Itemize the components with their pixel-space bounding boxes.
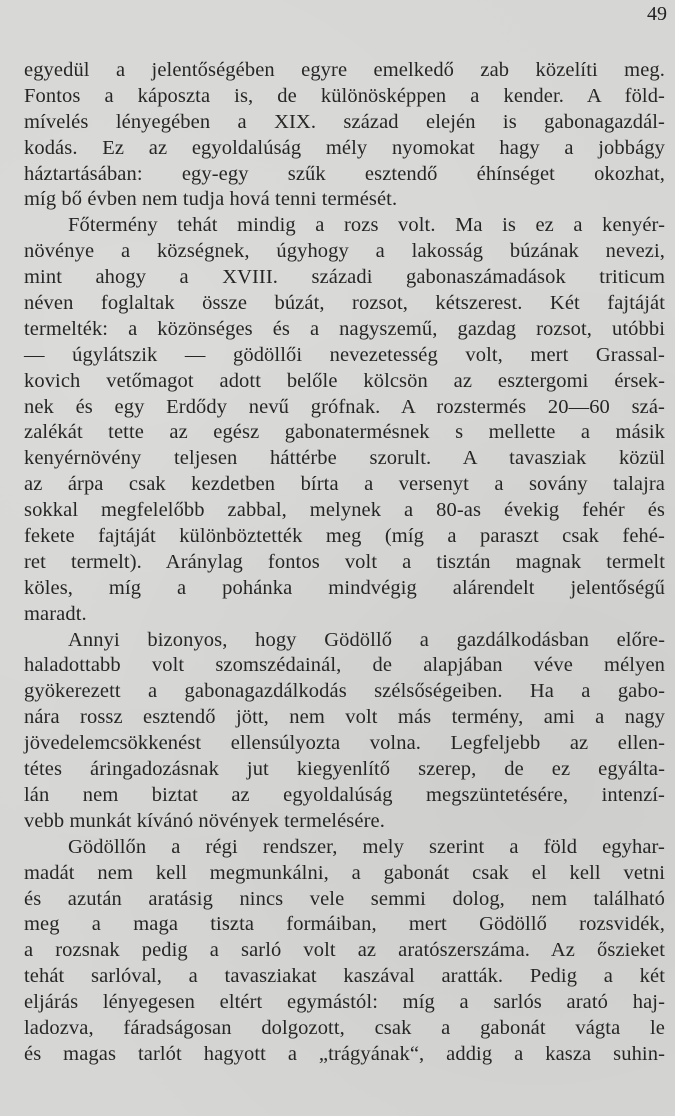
text-line: madát nem kell megmunkálni, a gabonát csak el kell vetni	[24, 861, 665, 884]
text-line: kodás. Ez az egyoldalúság mély nyomokat hagy a jobbágy	[24, 136, 665, 159]
text-line: a rozsnak pedig a sarló volt az aratószerszáma. Az őszieket	[24, 939, 665, 962]
text-line: jövedelemcsökkenést ellensúlyozta volna. Legfeljebb az ellen-	[24, 732, 665, 755]
text-line: Gödöllőn a régi rendszer, mely szerint a föld egyhar-	[68, 835, 665, 858]
text-line: mívelés lényegében a XIX. század elején is gabonagazdál-	[24, 110, 665, 133]
text-line: kovich vetőmagot adott belőle kölcsön az esztergomi érsek-	[24, 369, 665, 392]
text-line: egyedül a jelentőségében egyre emelkedő zab közelíti meg.	[24, 59, 665, 81]
text-line: maradt.	[24, 602, 87, 625]
text-line: haladottabb volt szomszédainál, de alapjában véve mélyen	[24, 654, 665, 677]
text-line: gyökerezett a gabonagazdálkodás szélsőségeiben. Ha a gabo-	[24, 680, 665, 703]
text-line: nára rossz esztendő jött, nem volt más termény, ami a nagy	[24, 706, 665, 729]
text-line: háztartásában: egy-egy szűk esztendő éhínséget okozhat,	[24, 162, 665, 185]
text-line: lán nem biztat az egyoldalúság megszüntetésére, intenzí-	[24, 783, 665, 806]
text-line: néven foglaltak össze búzát, rozsot, kétszerest. Két fajtáját	[24, 292, 665, 315]
text-line: — úgylátszik — gödöllői nevezetesség volt, mert Grassal-	[24, 343, 665, 366]
text-line: ret termelt). Aránylag fontos volt a tisztán magnak termelt	[24, 550, 665, 573]
text-line: fekete fajtáját különböztették meg (míg a paraszt csak fehé-	[24, 525, 665, 548]
text-line: tétes áringadozásnak jut kiegyenlítő szerep, de ez egyálta-	[24, 758, 665, 781]
text-line: köles, míg a pohánka mindvégig alárendelt jelentőségű	[24, 576, 665, 599]
text-line: kenyérnövény teljesen háttérbe szorult. A tavasziak közül	[24, 447, 665, 470]
text-line: tehát sarlóval, a tavasziakat kaszával aratták. Pedig a két	[24, 965, 665, 988]
text-line: növénye a községnek, úgyhogy a lakosság búzának nevezi,	[24, 240, 665, 263]
body-text	[24, 58, 665, 1068]
text-line: az árpa csak kezdetben bírta a versenyt a sovány talajra	[24, 473, 665, 496]
text-line: vebb munkát kívánó növények termelésére.	[24, 809, 385, 832]
text-line: míg bő évben nem tudja hová tenni termését.	[24, 188, 398, 211]
page-number: 49	[647, 3, 667, 25]
text-line: és magas tarlót hagyott a „trágyának“, addig a kasza suhin-	[24, 1042, 665, 1065]
text-line: meg a maga tiszta formáiban, mert Gödöllő rozsvidék,	[24, 913, 665, 936]
text-line: eljárás lényegesen eltért egymástól: míg a sarlós arató haj-	[24, 991, 665, 1014]
text-line: és azután aratásig nincs vele semmi dolog, nem található	[24, 887, 665, 910]
text-line: ladozva, fáradságosan dolgozott, csak a gabonát vágta le	[24, 1016, 665, 1039]
text-line: termelték: a közönséges és a nagyszemű, gazdag rozsot, utóbbi	[24, 317, 665, 340]
text-line: nek és egy Erdődy nevű grófnak. A rozstermés 20—60 szá-	[24, 395, 665, 418]
text-line: mint ahogy a XVIII. századi gabonaszámadások triticum	[24, 266, 665, 289]
text-line: sokkal megfelelőbb zabbal, melynek a 80-as évekig fehér és	[24, 499, 665, 522]
text-line: Főtermény tehát mindig a rozs volt. Ma is ez a kenyér-	[68, 214, 665, 237]
text-line: Fontos a káposzta is, de különösképpen a kender. A föld-	[24, 84, 665, 107]
text-line: Annyi bizonyos, hogy Gödöllő a gazdálkodásban előre-	[68, 628, 665, 651]
text-line: zalékát tette az egész gabonatermésnek s mellette a másik	[24, 421, 665, 444]
